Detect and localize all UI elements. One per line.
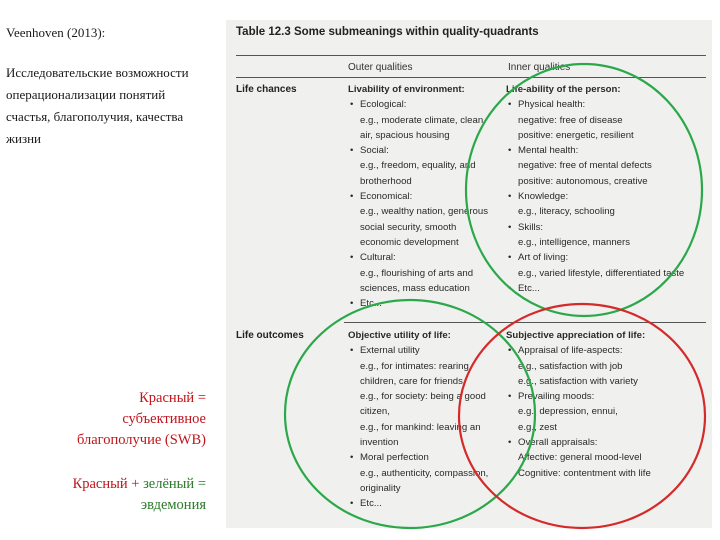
bullet-item: • Economical: bbox=[348, 189, 508, 204]
bullet-detail: positive: autonomous, creative bbox=[518, 175, 648, 187]
legend-eudaimonia bbox=[73, 474, 206, 516]
bullet-detail: e.g., for mankind: leaving an bbox=[360, 421, 481, 433]
bullet-item: • Etc... bbox=[348, 496, 508, 511]
citation: Veenhoven (2013): bbox=[6, 25, 106, 40]
bullet-item: • Cultural: bbox=[348, 250, 508, 265]
bullet-detail: air, spacious housing bbox=[360, 129, 450, 141]
bullet-detail: e.g., literacy, schooling bbox=[518, 206, 615, 218]
bullet-detail: social security, smooth bbox=[360, 221, 457, 233]
bullet-detail: e.g., freedom, equality, and bbox=[360, 160, 476, 172]
legend-swb-line2: субъективное bbox=[122, 411, 206, 427]
bullet-detail: e.g., wealthy nation, generous bbox=[360, 206, 489, 218]
bullet-detail: citizen, bbox=[360, 406, 390, 418]
quadrant-lines bbox=[506, 97, 712, 296]
bullet-item: • Mental health: bbox=[506, 143, 712, 158]
bullet-detail: e.g., authenticity, compassion, bbox=[360, 467, 489, 479]
row-label-life-outcomes: Life outcomes bbox=[236, 330, 304, 341]
bullet-detail: invention bbox=[360, 437, 399, 449]
bullet-item: • Prevailing moods: bbox=[506, 389, 712, 404]
legend-swb bbox=[77, 388, 206, 451]
bullet-detail: e.g., flourishing of arts and bbox=[360, 267, 474, 279]
table-top-rule bbox=[236, 55, 706, 56]
bullet-detail: e.g., depression, ennui, bbox=[518, 406, 618, 418]
bullet-item: • Art of living: bbox=[506, 250, 712, 265]
slide-description: Исследовательские возможности операционализации понятий счастья, благополучия, качества жизни bbox=[6, 65, 189, 146]
bullet-detail: originality bbox=[360, 482, 401, 494]
bullet-detail: e.g., zest bbox=[518, 421, 557, 433]
bullet-detail: positive: energetic, resilient bbox=[518, 129, 634, 141]
legend-eudaimonia-word: эвдемония bbox=[140, 497, 206, 513]
bullet-item: • Etc... bbox=[348, 296, 508, 311]
bullet-detail: Affective: general mood-level bbox=[518, 452, 642, 464]
legend-green-word: зелёный bbox=[143, 476, 195, 492]
legend-swb-line1: Красный = bbox=[139, 390, 206, 406]
left-note bbox=[6, 22, 196, 150]
bullet-detail: e.g., moderate climate, clean bbox=[360, 114, 484, 126]
legend-plus: + bbox=[127, 476, 144, 492]
legend-equals: = bbox=[194, 476, 206, 492]
bullet-detail: e.g., satisfaction with variety bbox=[518, 375, 638, 387]
bullet-item: • Overall appraisals: bbox=[506, 435, 712, 450]
bullet-item: • Ecological: bbox=[348, 97, 508, 112]
legend-swb-line3: благополучие (SWB) bbox=[76, 432, 206, 448]
quadrant-heading: Objective utility of life: bbox=[348, 330, 451, 341]
bullet-detail: e.g., intelligence, manners bbox=[518, 236, 630, 248]
table-image bbox=[226, 20, 712, 528]
column-header-outer: Outer qualities bbox=[348, 62, 413, 73]
quadrant-lines bbox=[506, 343, 712, 481]
bullet-detail: negative: free of mental defects bbox=[518, 160, 652, 172]
bullet-detail: e.g., for intimates: rearing bbox=[360, 360, 469, 372]
bullet-detail: economic development bbox=[360, 236, 459, 248]
bullet-item: • Appraisal of life-aspects: bbox=[506, 343, 712, 358]
quadrant-heading: Life-ability of the person: bbox=[506, 84, 621, 95]
bullet-item: • Knowledge: bbox=[506, 189, 712, 204]
quadrant-livability bbox=[348, 82, 508, 311]
bullet-detail: brotherhood bbox=[360, 175, 412, 187]
row-label-life-chances: Life chances bbox=[236, 84, 297, 95]
bullet-item: • Etc... bbox=[506, 281, 712, 296]
legend-red-word: Красный bbox=[72, 476, 128, 492]
quadrant-subjective-appreciation bbox=[506, 328, 712, 481]
bullet-detail: Cognitive: contentment with life bbox=[518, 467, 651, 479]
table-header-rule bbox=[236, 77, 706, 78]
bullet-item: • Moral perfection bbox=[348, 450, 508, 465]
bullet-detail: children, care for friends bbox=[360, 375, 463, 387]
table-title: Table 12.3 Some submeanings within quality-quadrants bbox=[236, 26, 539, 38]
bullet-item: • Physical health: bbox=[506, 97, 712, 112]
quadrant-objective-utility bbox=[348, 328, 508, 512]
bullet-item: • Skills: bbox=[506, 220, 712, 235]
quadrant-life-ability bbox=[506, 82, 712, 296]
bullet-detail: e.g., for society: being a good bbox=[360, 391, 486, 403]
bullet-item: • External utility bbox=[348, 343, 508, 358]
quadrant-lines bbox=[348, 343, 508, 511]
bullet-detail: negative: free of disease bbox=[518, 114, 623, 126]
table-middle-rule bbox=[344, 322, 706, 323]
bullet-detail: e.g., satisfaction with job bbox=[518, 360, 623, 372]
column-header-inner: Inner qualities bbox=[508, 62, 571, 73]
quadrant-heading: Subjective appreciation of life: bbox=[506, 330, 646, 341]
quadrant-heading: Livability of environment: bbox=[348, 84, 465, 95]
quadrant-lines bbox=[348, 97, 508, 311]
bullet-item: • Social: bbox=[348, 143, 508, 158]
bullet-detail: e.g., varied lifestyle, differentiated taste bbox=[518, 267, 685, 279]
bullet-detail: sciences, mass education bbox=[360, 282, 470, 294]
